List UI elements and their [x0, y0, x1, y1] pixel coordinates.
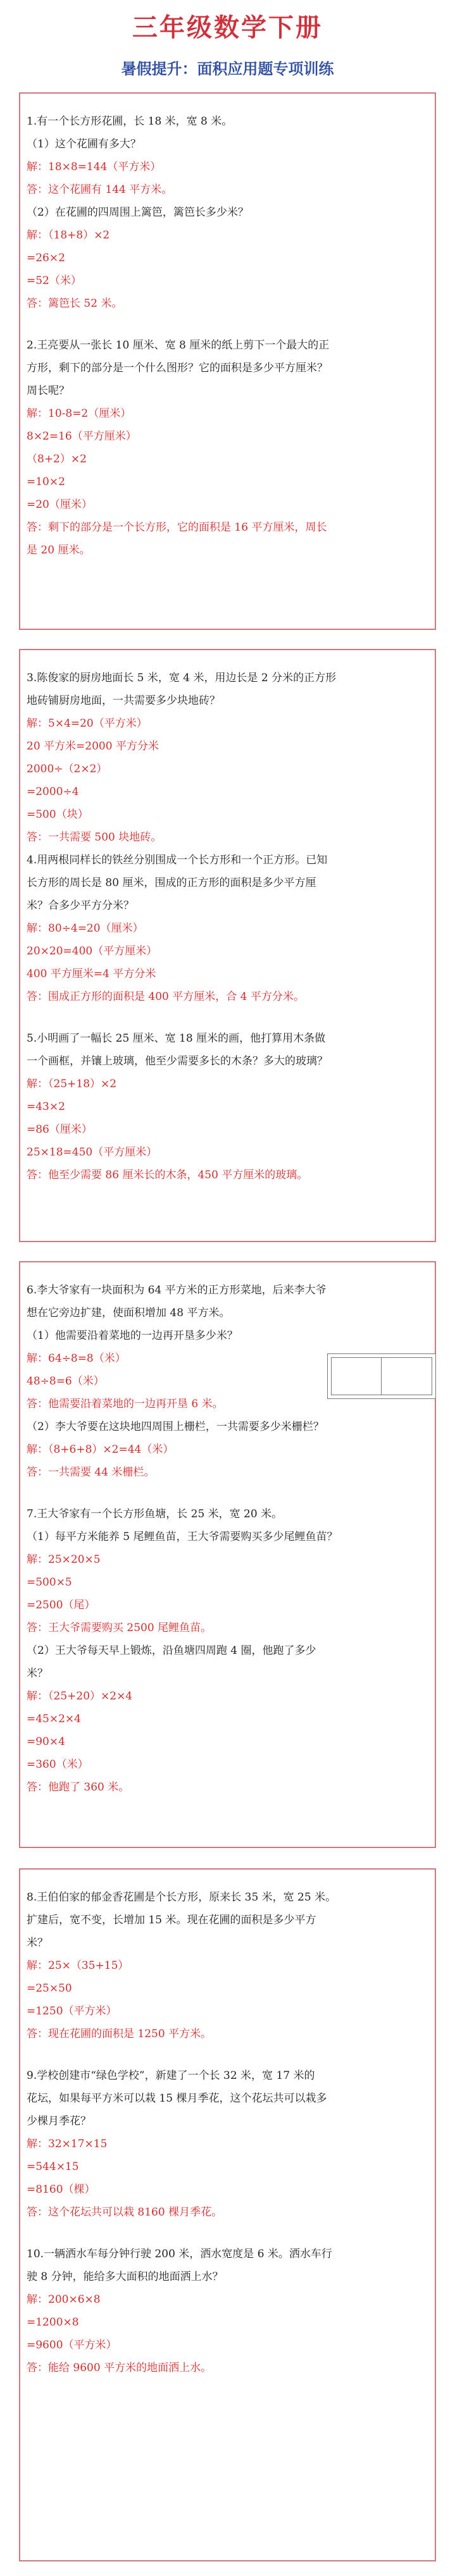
garden-plot-illustration — [327, 1353, 436, 1399]
answer-line: =500×5 — [27, 1576, 72, 1589]
answer-line: =45×2×4 — [27, 1713, 81, 1725]
question-line: 6.李大爷家有一块面积为 64 平方米的正方形菜地，后来李大爷 — [27, 1284, 327, 1297]
answer-line: 2000÷（2×2） — [27, 763, 108, 775]
answer-line: 答：一共需要 44 米栅栏。 — [27, 1466, 155, 1479]
answer-line: =10×2 — [27, 476, 65, 488]
answer-line: 答：剩下的部分是一个长方形，它的面积是 16 平方厘米，周长 — [27, 521, 327, 534]
question-line: 8.王伯伯家的郁金香花圃是个长方形，原来长 35 米，宽 25 米。 — [27, 1891, 337, 1904]
answer-line: 答：他跑了 360 米。 — [27, 1781, 130, 1794]
answer-line: =52（米） — [27, 274, 82, 287]
question-line: 想在它旁边扩建，使面积增加 48 平方米。 — [27, 1307, 230, 1319]
answer-line: 20×20=400（平方厘米） — [27, 945, 158, 958]
answer-line: 解：25×20×5 — [27, 1553, 101, 1566]
question-line: 地砖铺厨房地面，一共需要多少块地砖？ — [27, 694, 220, 707]
answer-line: =9600（平方米） — [27, 2339, 117, 2351]
answer-line: 答：这个花圃有 144 平方米。 — [27, 183, 173, 196]
answer-line: 400 平方厘米=4 平方分米 — [27, 968, 156, 980]
answer-line: =25×50 — [27, 1982, 72, 1995]
question-line: 10.一辆洒水车每分钟行驶 200 米，洒水宽度是 6 米。洒水车行 — [27, 2248, 332, 2260]
question-line: 扩建后，宽不变，长增加 15 米。现在花圃的面积是多少平方 — [27, 1914, 316, 1926]
question-line: 少棵月季花？ — [27, 2115, 91, 2128]
question-line: （1）这个花圃有多大？ — [27, 138, 141, 151]
answer-line: 解：5×4=20（平方米） — [27, 717, 147, 730]
question-line: （2）在花圃的四周围上篱笆，篱笆长多少米？ — [27, 206, 249, 219]
question-line: 2.王亮要从一张长 10 厘米、宽 8 厘米的纸上剪下一个最大的正 — [27, 339, 330, 352]
answer-line: （8+2）×2 — [27, 453, 87, 465]
answer-line: =1200×8 — [27, 2316, 79, 2329]
answer-line: =2000÷4 — [27, 786, 79, 798]
card-lines — [20, 1262, 435, 1799]
question-line: 1.有一个长方形花圃，长 18 米，宽 8 米。 — [27, 115, 233, 128]
question-line: （2）李大爷要在这块地四周围上栅栏，一共需要多少米栅栏？ — [27, 1420, 324, 1433]
page-subtitle: 暑假提升：面积应用题专项训练 — [121, 60, 334, 78]
answer-line: 答：他至少需要 86 厘米长的木条，450 平方厘米的玻璃。 — [27, 1169, 308, 1181]
page-title: 三年级数学下册 — [132, 13, 323, 42]
answer-line: 25×18=450（平方厘米） — [27, 1146, 158, 1159]
question-line: （1）他需要沿着菜地的一边再开垦多少米？ — [27, 1329, 238, 1342]
answer-line: 解：10-8=2（厘米） — [27, 407, 132, 420]
answer-line: 解：（25+18）×2 — [27, 1078, 117, 1090]
question-line: 方形，剩下的部分是一个什么图形？它的面积是多少平方厘米？ — [27, 362, 328, 374]
answer-line: 解：（18+8）×2 — [27, 229, 110, 242]
answer-line: 解：（8+6+8）×2=44（米） — [27, 1443, 174, 1456]
answer-line: =26×2 — [27, 252, 65, 264]
question-line: 花坛，如果每平方米可以栽 15 棵月季花，这个花坛共可以栽多 — [27, 2092, 327, 2105]
answer-line: =360（米） — [27, 1758, 89, 1771]
card-lines — [20, 650, 435, 1186]
answer-line: =90×4 — [27, 1735, 65, 1748]
answer-line: 答：他需要沿着菜地的一边再开垦 6 米。 — [27, 1398, 223, 1410]
question-line: 3.陈俊家的厨房地面长 5 米，宽 4 米，用边长是 2 分米的正方形 — [27, 672, 337, 684]
answer-line: 答：一共需要 500 块地砖。 — [27, 831, 162, 844]
plot-divider — [381, 1358, 382, 1395]
question-line: 驶 8 分钟，能给多大面积的地面洒上水？ — [27, 2271, 223, 2283]
answer-line: 解：18×8=144（平方米） — [27, 161, 161, 173]
answer-line: 8×2=16（平方厘米） — [27, 430, 137, 443]
page-header — [0, 0, 455, 92]
question-line: 9.学校创建市“绿色学校”，新建了一个长 32 米，宽 17 米的 — [27, 2069, 315, 2082]
answer-line: 解：（25+20）×2×4 — [27, 1690, 133, 1703]
answer-line: =8160（棵） — [27, 2183, 96, 2196]
answer-line: 答：王大爷需要购买 2500 尾鲤鱼苗。 — [27, 1622, 212, 1634]
card-lines — [20, 94, 435, 562]
problem-card-2 — [19, 649, 436, 1242]
problem-card-1 — [19, 92, 436, 630]
answer-line: 48÷8=6（米） — [27, 1375, 104, 1388]
answer-line: 解：64÷8=8（米） — [27, 1352, 126, 1365]
answer-line: =544×15 — [27, 2160, 79, 2173]
answer-line: 答：能给 9600 平方米的地面洒上水。 — [27, 2362, 212, 2374]
card-lines — [20, 1870, 435, 2379]
answer-line: 是 20 厘米。 — [27, 544, 90, 557]
answer-line: 答：现在花圃的面积是 1250 平方米。 — [27, 2028, 212, 2040]
answer-line: =1250（平方米） — [27, 2005, 117, 2018]
answer-line: 解：80÷4=20（厘米） — [27, 922, 144, 935]
answer-line: 解：32×17×15 — [27, 2138, 108, 2150]
question-line: （1）每平方米能养 5 尾鲤鱼苗，王大爷需要购买多少尾鲤鱼苗？ — [27, 1531, 338, 1543]
question-line: 米？ — [27, 1667, 48, 1680]
question-line: 周长呢？ — [27, 385, 70, 397]
question-line: 米？ — [27, 1937, 48, 1949]
problem-card-4 — [19, 1868, 436, 2561]
answer-line: 答：篱笆长 52 米。 — [27, 297, 123, 310]
question-line: 4.用两根同样长的铁丝分别围成一个长方形和一个正方形。已知 — [27, 854, 328, 866]
question-line: 米？合多少平方分米？ — [27, 899, 134, 912]
answer-line: 解：200×6×8 — [27, 2293, 101, 2306]
question-line: （2）王大爷每天早上锻炼，沿鱼塘四周跑 4 圈，他跑了多少 — [27, 1644, 316, 1657]
answer-line: =2500（尾） — [27, 1599, 96, 1612]
question-line: 7.王大爷家有一个长方形鱼塘，长 25 米，宽 20 米。 — [27, 1508, 283, 1520]
question-line: 长方形的周长是 80 厘米，围成的正方形的面积是多少平方厘 — [27, 877, 316, 889]
problem-card-3 — [19, 1261, 436, 1848]
answer-line: =20（厘米） — [27, 498, 92, 511]
question-line: 一个画框，并镶上玻璃，他至少需要多长的木条？多大的玻璃？ — [27, 1055, 328, 1068]
answer-line: =43×2 — [27, 1100, 65, 1113]
answer-line: 答：这个花坛共可以栽 8160 棵月季花。 — [27, 2206, 223, 2219]
answer-line: =500（块） — [27, 808, 89, 821]
answer-line: 20 平方米=2000 平方分米 — [27, 740, 159, 753]
answer-line: =86（厘米） — [27, 1123, 92, 1136]
answer-line: 答：围成正方形的面积是 400 平方厘米，合 4 平方分米。 — [27, 990, 304, 1003]
answer-line: 解：25×（35+15） — [27, 1959, 129, 1972]
question-line: 5.小明画了一幅长 25 厘米、宽 18 厘米的画，他打算用木条做 — [27, 1032, 326, 1045]
